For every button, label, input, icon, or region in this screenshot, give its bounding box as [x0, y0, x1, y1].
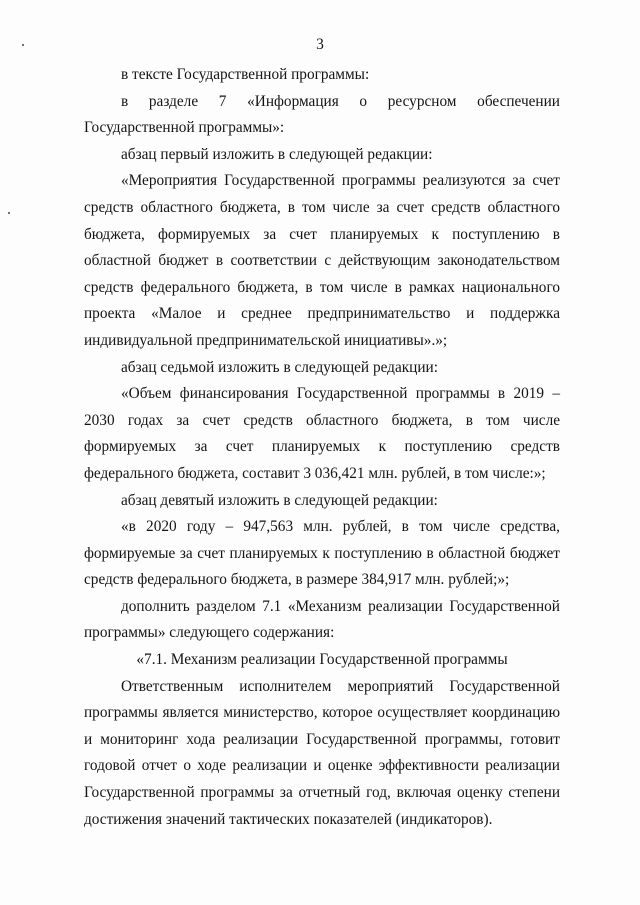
document-body: [84, 62, 560, 833]
quoted-paragraph: «Объем финансирования Государственной программы в 2019 – 2030 годах за счет средств областного бюджета, в том числе формируемых за счет планируемых к поступлению средств федерального бюджета, составит 3 036,421 млн. рублей, в том числе:»;: [84, 385, 560, 482]
section-heading: «7.1. Механизм реализации Государственной программы: [136, 651, 508, 669]
quoted-paragraph: «в 2020 году – 947,563 млн. рублей, в том числе средства, формируемые за счет планируемых к поступлению в областной бюджет средств федерального бюджета, в размере 384,917 млн. рублей;»;: [84, 518, 560, 589]
paragraph: в разделе 7 «Информация о ресурсном обеспечении Государственной программы»:: [84, 92, 560, 137]
paragraph: абзац девятый изложить в следующей редакции:: [121, 491, 438, 509]
paragraph: в тексте Государственной программы:: [121, 66, 370, 83]
paragraph: Ответственным исполнителем мероприятий Государственной программы является министерство, которое осуществляет координацию и мониторинг хода реализации Государственной программы, готовит годовой отчет о ходе реализации и оценке эффективности реализации Государственной программы за отчетный год, включая оценку степени достижения значений тактических показателей (индикаторов).: [84, 677, 560, 828]
scan-speck: [8, 212, 10, 214]
paragraph: абзац седьмой изложить в следующей редакции:: [121, 358, 438, 376]
paragraph: абзац первый изложить в следующей редакции:: [121, 145, 433, 163]
quoted-paragraph: «Мероприятия Государственной программы реализуются за счет средств областного бюджета, в том числе за счет средств областного бюджета, формируемых за счет планируемых к поступлению в областной бюджет в соответствии с действующим законодательством средств федерального бюджета, в том числе в рамках национального проекта «Малое и среднее предпринимательство и поддержка индивидуальной предпринимательской инициативы».»;: [84, 172, 560, 349]
paragraph: дополнить разделом 7.1 «Механизм реализации Государственной программы» следующего содержания:: [84, 597, 560, 642]
page-number: 3: [316, 36, 324, 53]
